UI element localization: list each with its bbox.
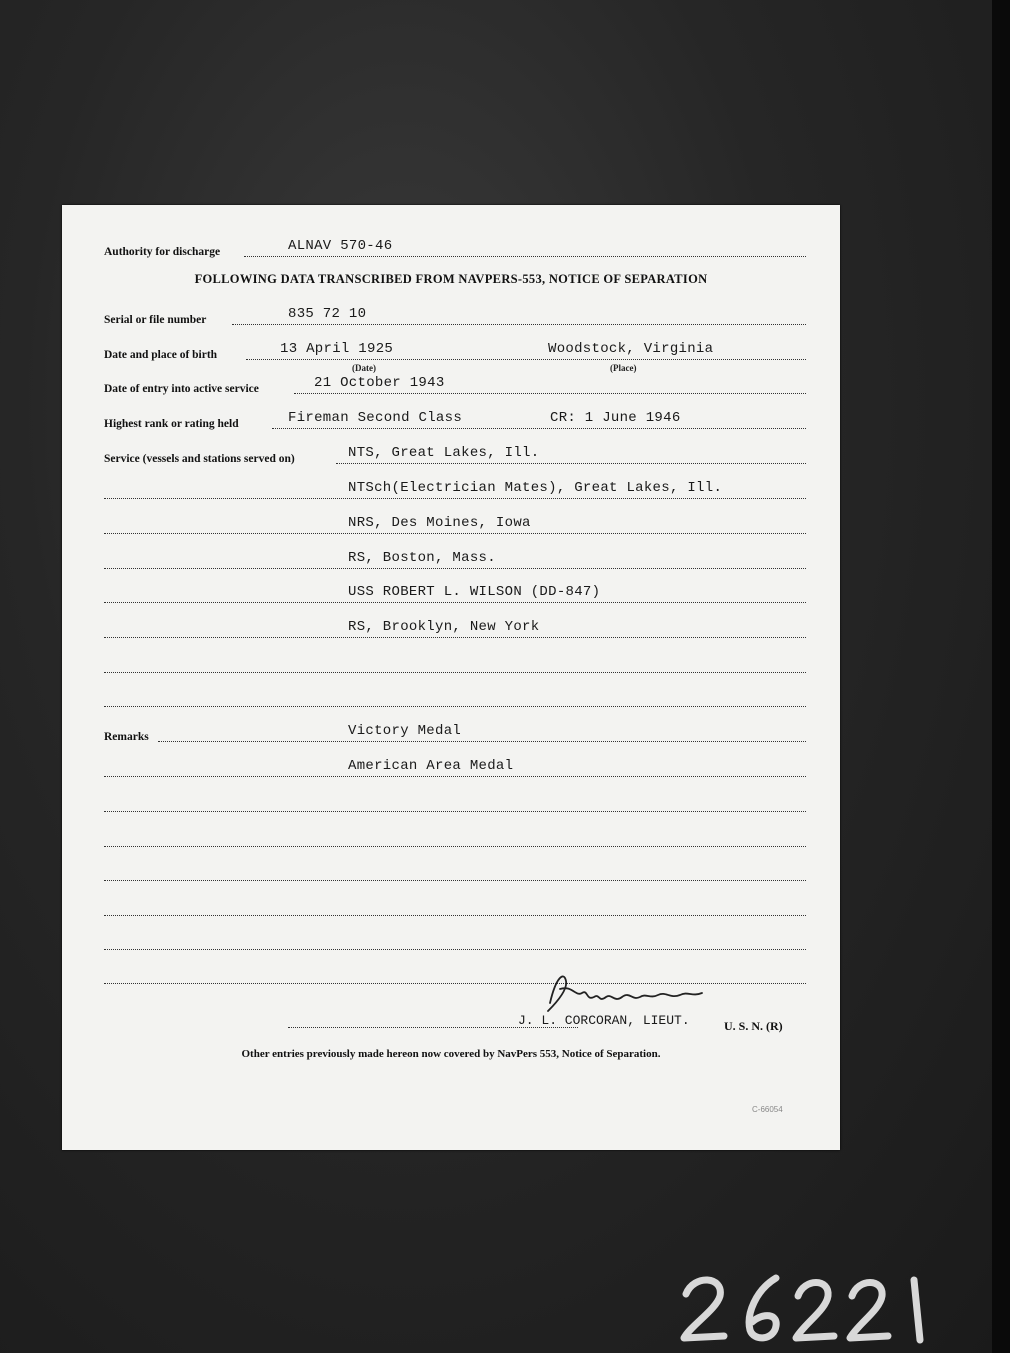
handwritten-stamp-number <box>680 1270 950 1351</box>
footer-note: Other entries previously made hereon now covered by NavPers 553, Notice of Separation. <box>241 1048 661 1060</box>
form-heading: FOLLOWING DATA TRANSCRIBED FROM NAVPERS-553, NOTICE OF SEPARATION <box>194 272 708 286</box>
form-code: C-66054 <box>752 1105 783 1114</box>
service-row-5 <box>104 586 806 606</box>
scanner-edge <box>992 0 1010 1353</box>
service-row-6 <box>104 621 806 641</box>
service-entry: NRS, Des Moines, Iowa <box>348 515 531 531</box>
authority-label: Authority for discharge <box>104 246 223 258</box>
service-entry: RS, Brooklyn, New York <box>348 619 540 635</box>
birth-date-caption: (Date) <box>352 363 376 373</box>
birth-place-caption: (Place) <box>610 363 637 373</box>
rank-cr: CR: 1 June 1946 <box>550 410 681 426</box>
remarks-entry: American Area Medal <box>348 758 514 774</box>
entry-row <box>104 377 806 397</box>
service-row-blank <box>104 656 806 676</box>
rank-value: Fireman Second Class <box>288 410 463 426</box>
service-row-2 <box>104 482 806 502</box>
remarks-row-2 <box>104 760 806 780</box>
rank-label: Highest rank or rating held <box>104 418 242 430</box>
birth-label: Date and place of birth <box>104 349 220 361</box>
rank-row <box>104 412 806 432</box>
discharge-record-card <box>62 205 840 1150</box>
service-entry: NTS, Great Lakes, Ill. <box>348 445 540 461</box>
authority-value: ALNAV 570-46 <box>288 238 393 254</box>
remarks-entry: Victory Medal <box>348 723 462 739</box>
serial-row <box>104 308 806 328</box>
service-entry: USS ROBERT L. WILSON (DD-847) <box>348 584 601 600</box>
service-entry: NTSch(Electrician Mates), Great Lakes, Ill. <box>348 480 723 496</box>
birth-place: Woodstock, Virginia <box>548 341 714 357</box>
birth-date: 13 April 1925 <box>280 341 394 357</box>
birth-row <box>104 341 806 373</box>
service-label: Service (vessels and stations served on) <box>104 453 298 465</box>
remarks-row-blank <box>104 830 806 850</box>
authority-row <box>104 240 806 260</box>
serial-label: Serial or file number <box>104 314 209 326</box>
service-row-4 <box>104 552 806 572</box>
remarks-row-blank <box>104 864 806 884</box>
service-row-1 <box>104 447 806 467</box>
service-entry: RS, Boston, Mass. <box>348 550 496 566</box>
remarks-row-blank <box>104 795 806 815</box>
service-row-3 <box>104 517 806 537</box>
serial-value: 835 72 10 <box>288 306 367 322</box>
remarks-row-blank <box>104 899 806 919</box>
signature-name: J. L. CORCORAN, LIEUT. <box>518 1013 690 1028</box>
remarks-row-blank <box>104 933 806 953</box>
remarks-label: Remarks <box>104 731 152 743</box>
entry-label: Date of entry into active service <box>104 383 262 395</box>
entry-value: 21 October 1943 <box>314 375 445 391</box>
remarks-row-1 <box>104 725 806 745</box>
service-row-blank <box>104 690 806 710</box>
signature-branch: U. S. N. (R) <box>724 1019 783 1033</box>
